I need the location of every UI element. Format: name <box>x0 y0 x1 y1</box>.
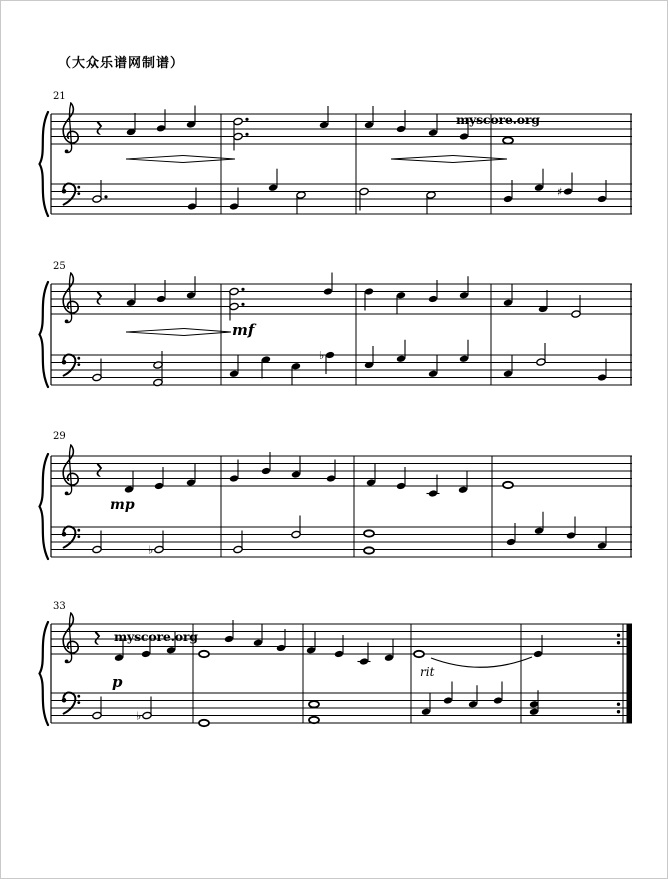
measure-number: 33 <box>53 601 66 612</box>
staff-system <box>40 103 633 216</box>
note <box>414 651 424 657</box>
treble-clef-icon <box>63 103 78 153</box>
note <box>538 290 548 313</box>
watermark-text: myscore.org <box>456 112 540 127</box>
repeat-dot <box>617 634 620 637</box>
note <box>233 118 248 151</box>
note <box>296 191 306 214</box>
system-brace <box>40 282 49 387</box>
note <box>534 169 544 192</box>
note <box>459 340 469 363</box>
note <box>468 685 478 708</box>
note <box>534 512 544 535</box>
note <box>426 191 436 214</box>
note <box>276 629 286 652</box>
note <box>186 464 196 487</box>
note <box>459 276 469 299</box>
note <box>458 471 468 494</box>
system-brace <box>40 622 49 725</box>
bass-clef-icon <box>62 693 81 714</box>
treble-clef-icon <box>63 613 78 663</box>
note <box>291 362 301 385</box>
note <box>396 340 406 363</box>
measure-number: 21 <box>53 91 66 102</box>
note <box>156 109 166 132</box>
quarter-rest <box>97 292 102 305</box>
quarter-rest <box>97 464 102 477</box>
treble-clef-icon <box>63 445 78 495</box>
repeat-dot <box>617 703 620 706</box>
note <box>261 356 271 379</box>
note <box>597 527 607 550</box>
header-credit: （大众乐谱网制谱） <box>58 56 185 71</box>
note <box>199 720 209 726</box>
note <box>384 639 394 662</box>
note <box>309 701 319 723</box>
note <box>306 631 316 654</box>
note <box>186 106 196 129</box>
note <box>366 464 376 487</box>
note <box>428 355 438 378</box>
tie-slur <box>431 657 532 667</box>
system-brace <box>40 454 49 559</box>
flat-icon: ♭ <box>319 348 325 362</box>
crescendo-hairpin <box>126 329 184 336</box>
note <box>229 355 239 378</box>
watermark-text: myscore.org <box>114 629 198 644</box>
rit-marking: rit <box>420 665 435 679</box>
dynamic-mp: mp <box>110 497 135 513</box>
decrescendo-hairpin <box>184 329 231 336</box>
note <box>186 276 196 299</box>
treble-clef-icon <box>63 273 78 323</box>
crescendo-hairpin <box>126 156 183 163</box>
quarter-rest <box>95 632 100 645</box>
crescendo-hairpin <box>391 156 453 163</box>
note <box>566 517 576 540</box>
note <box>229 288 244 321</box>
bass-clef-icon <box>62 527 81 548</box>
note <box>396 291 406 314</box>
quarter-rest <box>97 122 102 135</box>
bass-clef-icon <box>62 184 81 205</box>
note <box>319 106 329 129</box>
note <box>503 137 513 143</box>
score-canvas <box>1 1 668 879</box>
note <box>529 690 539 715</box>
note <box>291 456 301 479</box>
note <box>268 169 278 192</box>
decrescendo-hairpin <box>183 156 235 163</box>
note <box>503 355 513 378</box>
flat-icon: ♭ <box>148 543 154 557</box>
note <box>557 173 573 199</box>
note <box>364 106 374 129</box>
final-thick-barline <box>627 624 633 723</box>
note <box>126 284 136 307</box>
system-brace <box>40 112 49 216</box>
measure-number: 25 <box>53 261 66 272</box>
decrescendo-hairpin <box>453 156 507 163</box>
flat-icon: ♭ <box>136 709 142 723</box>
note <box>199 651 209 657</box>
dynamic-p: p <box>112 673 123 691</box>
note <box>364 346 374 369</box>
repeat-dot <box>617 710 620 713</box>
measure-number: 29 <box>53 431 66 442</box>
bass-clef-icon <box>62 355 81 376</box>
note <box>428 114 438 137</box>
note <box>253 624 263 647</box>
repeat-dot <box>617 641 620 644</box>
note <box>126 113 136 136</box>
staff-system <box>40 273 633 388</box>
note <box>503 482 513 488</box>
dynamic-mf: mf <box>232 321 255 339</box>
note <box>536 343 546 366</box>
note <box>153 351 163 386</box>
note <box>421 693 431 716</box>
sharp-icon: ♯ <box>557 185 563 199</box>
note <box>124 471 134 494</box>
note <box>503 284 513 307</box>
